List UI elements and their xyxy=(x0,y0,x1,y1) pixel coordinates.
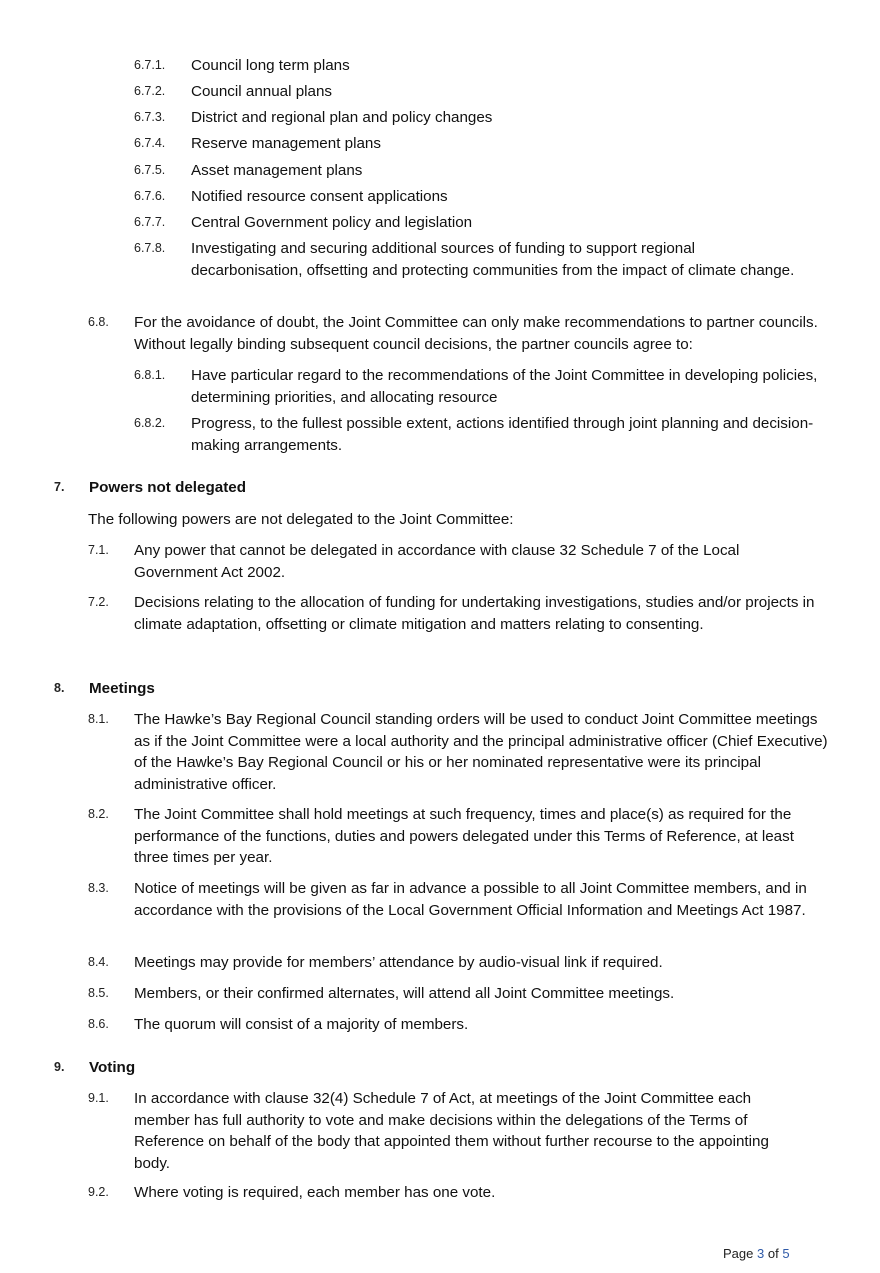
clause-6-7-6 xyxy=(134,186,834,208)
clause-number: 6.7.6. xyxy=(134,189,166,203)
clause-6-7-1 xyxy=(134,55,834,77)
clause-text: Progress, to the fullest possible extent, actions identified through joint planning and decision-making arrangements. xyxy=(191,415,814,454)
page-total: 5 xyxy=(782,1246,790,1261)
clause-6-7-7 xyxy=(134,212,834,234)
clause-6-7-2 xyxy=(134,81,834,103)
clause-number: 6.7.5. xyxy=(134,163,166,177)
section-title: Voting xyxy=(89,1059,136,1076)
clause-8-4 xyxy=(88,952,833,974)
section-title: Meetings xyxy=(89,680,155,697)
clause-number: 8.6. xyxy=(88,1017,109,1031)
clause-text: Council long term plans xyxy=(191,57,350,74)
section-9-heading xyxy=(54,1057,834,1079)
clause-text: Central Government policy and legislation xyxy=(191,214,473,231)
clause-number: 6.7.3. xyxy=(134,110,166,124)
page-of-label: of xyxy=(767,1246,779,1261)
clause-6-7-8 xyxy=(134,238,834,281)
clause-text: Asset management plans xyxy=(191,162,363,179)
clause-text: Have particular regard to the recommendations of the Joint Committee in developing policies, determining priorities, and allocating resource xyxy=(191,367,818,406)
clause-9-2 xyxy=(88,1182,833,1204)
section-8-heading xyxy=(54,678,834,700)
clause-8-1 xyxy=(88,709,833,795)
clause-number: 9.2. xyxy=(88,1185,109,1199)
clause-text: Any power that cannot be delegated in accordance with clause 32 Schedule 7 of the Local Government Act 2002. xyxy=(134,542,740,581)
clause-text: Meetings may provide for members’ attendance by audio-visual link if required. xyxy=(134,954,663,971)
clause-text: Council annual plans xyxy=(191,83,333,100)
clause-text: Notice of meetings will be given as far in advance a possible to all Joint Committee members, and in accordance with the provisions of the Local Government Official Information and Meetings Act 1987. xyxy=(134,880,807,919)
clause-6-8-2 xyxy=(134,413,834,456)
clause-6-7-5 xyxy=(134,160,834,182)
clause-text: Reserve management plans xyxy=(191,135,381,152)
clause-number: 8.3. xyxy=(88,881,109,895)
clause-text: The Joint Committee shall hold meetings at such frequency, times and place(s) as required for the performance of the functions, duties and powers delegated under this Terms of Reference, at least three times per year. xyxy=(134,806,794,866)
clause-number: 8.2. xyxy=(88,807,109,821)
section-7-heading xyxy=(54,477,834,499)
page-label: Page xyxy=(723,1246,754,1261)
clause-text: For the avoidance of doubt, the Joint Committee can only make recommendations to partner councils. Without legally binding subsequent council decisions, the partner councils agree to: xyxy=(134,314,818,353)
clause-number: 6.8.2. xyxy=(134,416,166,430)
section-number: 7. xyxy=(54,480,65,494)
page-current: 3 xyxy=(757,1246,765,1261)
clause-7-2 xyxy=(88,592,833,635)
clause-8-2 xyxy=(88,804,833,869)
clause-8-6 xyxy=(88,1014,833,1036)
clause-number: 7.2. xyxy=(88,595,109,609)
clause-text: Investigating and securing additional sources of funding to support regional decarbonisation, offsetting and protecting communities from the impact of climate change. xyxy=(191,240,795,279)
clause-text: Members, or their confirmed alternates, will attend all Joint Committee meetings. xyxy=(134,985,675,1002)
clause-number: 7.1. xyxy=(88,543,109,557)
clause-8-5 xyxy=(88,983,833,1005)
clause-number: 6.7.8. xyxy=(134,241,166,255)
clause-6-8 xyxy=(88,312,833,355)
clause-6-7-4 xyxy=(134,133,834,155)
clause-number: 6.7.7. xyxy=(134,215,166,229)
clause-number: 6.7.4. xyxy=(134,136,166,150)
section-number: 8. xyxy=(54,681,65,695)
clause-8-3 xyxy=(88,878,833,921)
clause-number: 6.8.1. xyxy=(134,368,166,382)
clause-text: In accordance with clause 32(4) Schedule 7 of Act, at meetings of the Joint Committee each member has full authority to vote and make decisions within the delegations of the Terms of Reference on behalf of the body that appointed them without further recourse to the appointing body. xyxy=(134,1090,769,1172)
clause-text: Where voting is required, each member has one vote. xyxy=(134,1184,496,1201)
page-footer xyxy=(723,1245,790,1263)
clause-text: Notified resource consent applications xyxy=(191,188,448,205)
section-7-intro: The following powers are not delegated to the Joint Committee: xyxy=(88,511,514,528)
clause-text: Decisions relating to the allocation of funding for undertaking investigations, studies and/or projects in climate adaptation, offsetting or climate mitigation and matters relating to consenting. xyxy=(134,594,815,633)
clause-7-1 xyxy=(88,540,833,583)
clause-number: 8.1. xyxy=(88,712,109,726)
clause-number: 6.7.2. xyxy=(134,84,166,98)
clause-text: The quorum will consist of a majority of members. xyxy=(134,1016,469,1033)
clause-6-7-3 xyxy=(134,107,834,129)
clause-number: 6.7.1. xyxy=(134,58,166,72)
clause-number: 8.5. xyxy=(88,986,109,1000)
section-number: 9. xyxy=(54,1060,65,1074)
clause-number: 6.8. xyxy=(88,315,109,329)
clause-text: District and regional plan and policy changes xyxy=(191,109,493,126)
clause-6-8-1 xyxy=(134,365,834,408)
section-title: Powers not delegated xyxy=(89,479,246,496)
clause-number: 9.1. xyxy=(88,1091,109,1105)
clause-text: The Hawke’s Bay Regional Council standing orders will be used to conduct Joint Committee meetings as if the Joint Committee were a local authority and the principal administrative officer (Chief Executive) of the Hawke’s Bay Regional Council or his or her nominated representative were its principal administrative officer. xyxy=(134,711,828,793)
clause-9-1 xyxy=(88,1088,833,1174)
clause-number: 8.4. xyxy=(88,955,109,969)
